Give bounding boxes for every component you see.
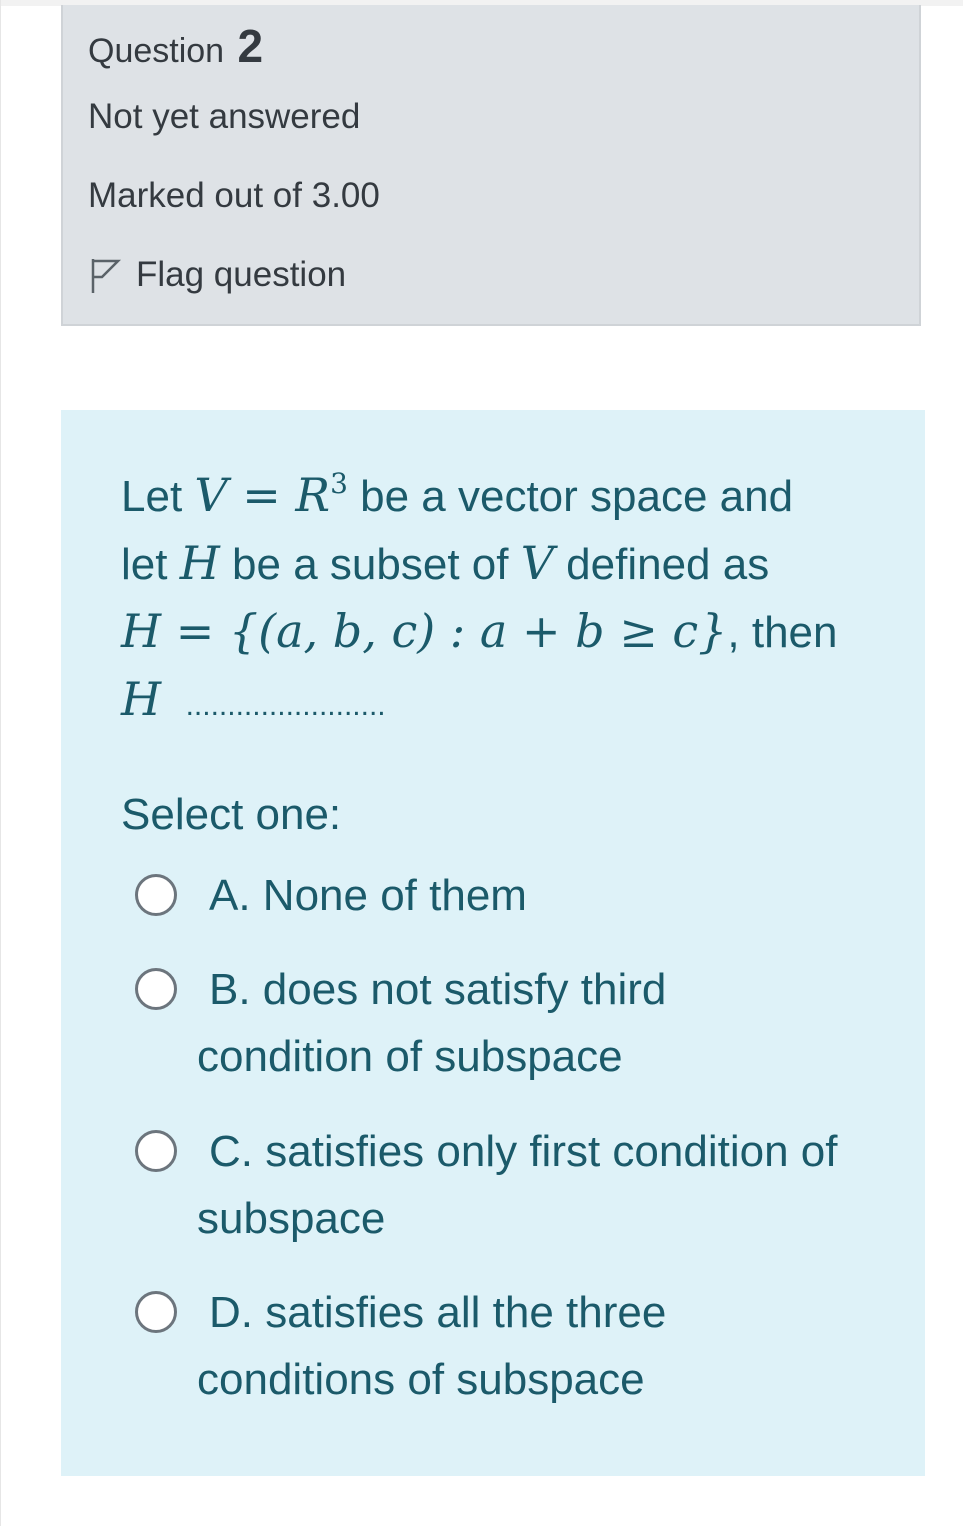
- text-then: , then: [727, 608, 838, 657]
- text-let: Let: [121, 472, 195, 521]
- math-r: R: [295, 468, 331, 522]
- option-b-label[interactable]: B. does not satisfy third: [209, 965, 667, 1014]
- option-a-label[interactable]: A. None of them: [209, 871, 527, 920]
- math-h: H: [179, 536, 220, 590]
- math-v: V: [194, 468, 228, 522]
- question-line-2: [121, 530, 901, 598]
- radio-option-a[interactable]: [135, 874, 177, 916]
- option-b[interactable]: [135, 956, 895, 1090]
- math-v-2: V: [520, 536, 554, 590]
- option-c-label[interactable]: C. satisfies only first condition of: [209, 1127, 838, 1176]
- blank-dots: ........................: [185, 689, 386, 722]
- left-divider: [0, 0, 1, 1526]
- question-line-1: [121, 450, 901, 530]
- question-line-4: [121, 666, 901, 739]
- text-defined-as: defined as: [553, 540, 770, 589]
- question-text: [121, 450, 901, 739]
- option-b-label-2[interactable]: condition of subspace: [197, 1032, 623, 1081]
- option-d-label[interactable]: D. satisfies all the three: [209, 1288, 667, 1337]
- radio-option-b[interactable]: [135, 968, 177, 1010]
- radio-option-c[interactable]: [135, 1130, 177, 1172]
- math-equals: =: [227, 468, 296, 522]
- option-c-label-2[interactable]: subspace: [197, 1194, 386, 1243]
- text-vector-space: be a vector space and: [347, 472, 794, 521]
- flag-outline-icon: [88, 255, 122, 295]
- math-set-definition: H = {(a, b, c) : a + b ≥ c}: [121, 604, 728, 658]
- option-d[interactable]: [135, 1279, 895, 1413]
- question-word: Question: [88, 32, 225, 70]
- text-let-2: let: [121, 540, 180, 589]
- question-number-value: 2: [237, 20, 264, 72]
- question-info-panel: [61, 5, 921, 326]
- question-line-3: [121, 598, 901, 666]
- math-h-2: H: [121, 672, 162, 726]
- question-grade: Marked out of 3.00: [88, 176, 380, 215]
- question-state: Not yet answered: [88, 97, 361, 136]
- option-d-label-2[interactable]: conditions of subspace: [197, 1355, 645, 1404]
- flag-question-label: Flag question: [136, 255, 347, 294]
- text-subset: be a subset of: [219, 540, 521, 589]
- math-exponent: 3: [330, 467, 348, 500]
- option-c[interactable]: [135, 1118, 895, 1252]
- question-content-panel: [61, 410, 925, 1476]
- option-a[interactable]: [135, 862, 895, 929]
- select-one-prompt: Select one:: [121, 790, 342, 839]
- radio-option-d[interactable]: [135, 1291, 177, 1333]
- question-number: [88, 19, 263, 73]
- flag-question-link[interactable]: [88, 255, 346, 295]
